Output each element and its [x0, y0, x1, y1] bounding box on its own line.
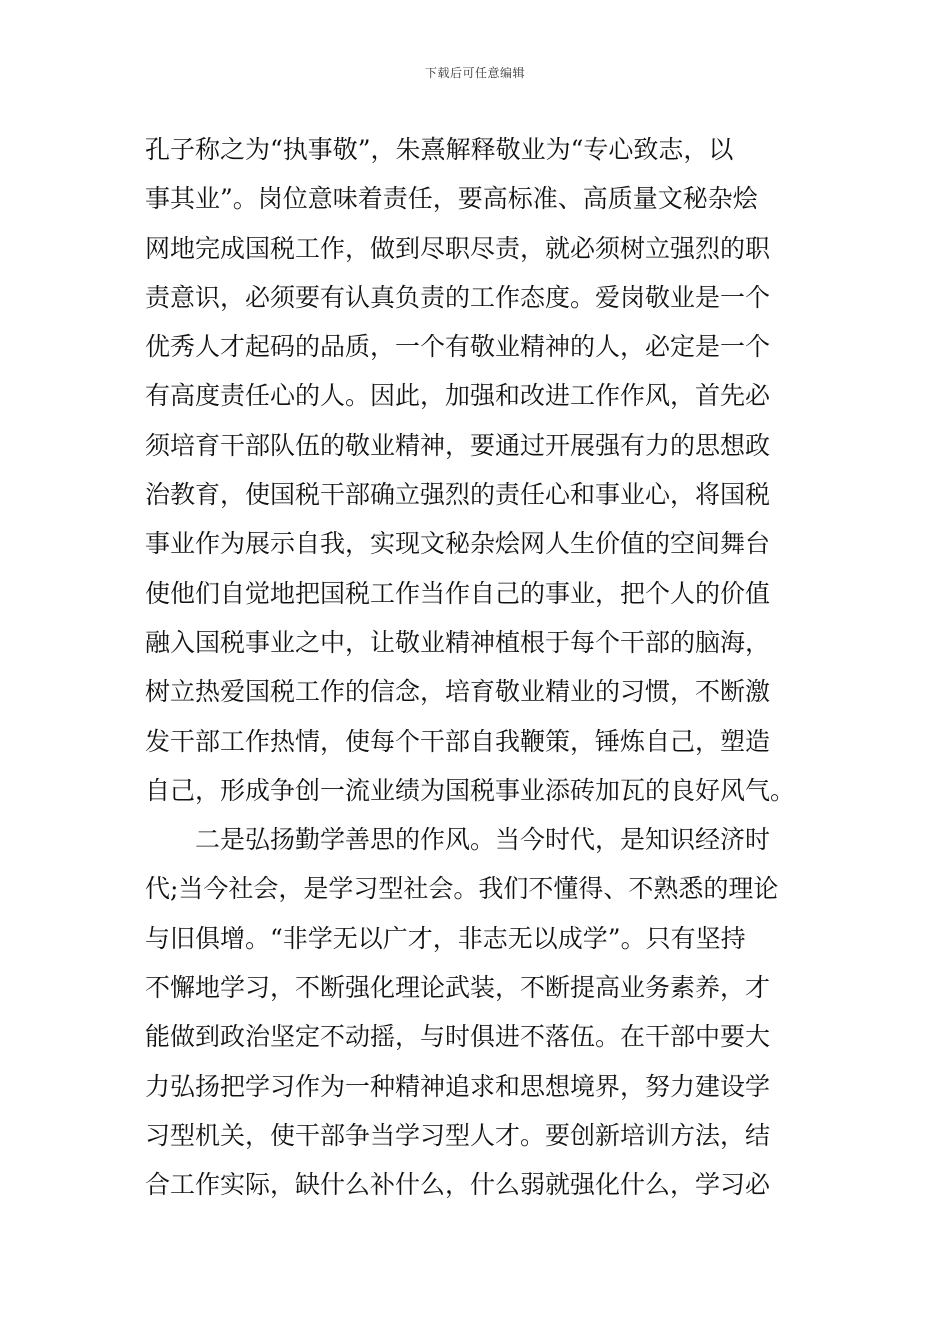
- text-line: 代;当今社会，是学习型社会。我们不懂得、不熟悉的理论: [145, 874, 779, 904]
- paragraph-start-line: 二是弘扬勤学善思的作风。当今时代，是知识经济时: [195, 825, 771, 855]
- page-header: 下载后可任意编辑: [424, 66, 525, 80]
- text-line: 事业作为展示自我，实现文秘杂烩网人生价值的空间舞台: [145, 529, 771, 559]
- text-line: 使他们自觉地把国税工作当作自己的事业，把个人的价值: [145, 578, 771, 608]
- text-line: 合工作实际，缺什么补什么，什么弱就强化什么，学习必: [145, 1170, 771, 1200]
- document-body: [145, 125, 815, 1210]
- text-line: 力弘扬把学习作为一种精神追求和思想境界，努力建设学: [145, 1071, 771, 1101]
- text-line: 责意识，必须要有认真负责的工作态度。爱岗敬业是一个: [145, 282, 771, 312]
- text-line: 自己，形成争创一流业绩为国税事业添砖加瓦的良好风气。: [145, 775, 796, 805]
- text-line: 孔子称之为“执事敬”，朱熹解释敬业为“专心致志，以: [145, 135, 734, 164]
- text-line: 网地完成国税工作，做到尽职尽责，就必须树立强烈的职: [145, 233, 771, 263]
- text-line: 事其业”。岗位意味着责任，要高标准、高质量文秘杂烩: [145, 184, 758, 214]
- text-line: 有高度责任心的人。因此，加强和改进工作作风，首先必: [145, 381, 771, 411]
- text-line: 融入国税事业之中，让敬业精神植根于每个干部的脑海，: [145, 627, 771, 657]
- text-line: 发干部工作热情，使每个干部自我鞭策，锤炼自己，塑造: [145, 726, 771, 756]
- text-line: 习型机关，使干部争当学习型人才。要创新培训方法，结: [145, 1120, 771, 1150]
- text-line: 能做到政治坚定不动摇，与时俱进不落伍。在干部中要大: [145, 1022, 771, 1052]
- text-line: 树立热爱国税工作的信念，培育敬业精业的习惯，不断激: [145, 677, 771, 707]
- text-line: 治教育，使国税干部确立强烈的责任心和事业心，将国税: [145, 480, 771, 510]
- text-line: 不懈地学习，不断强化理论武装，不断提高业务素养，才: [145, 973, 771, 1003]
- text-line: 与旧俱增。“非学无以广才，非志无以成学”。只有坚持: [145, 923, 746, 953]
- text-line: 优秀人才起码的品质，一个有敬业精神的人，必定是一个: [145, 332, 771, 362]
- text-line: 须培育干部队伍的敬业精神，要通过开展强有力的思想政: [145, 430, 771, 460]
